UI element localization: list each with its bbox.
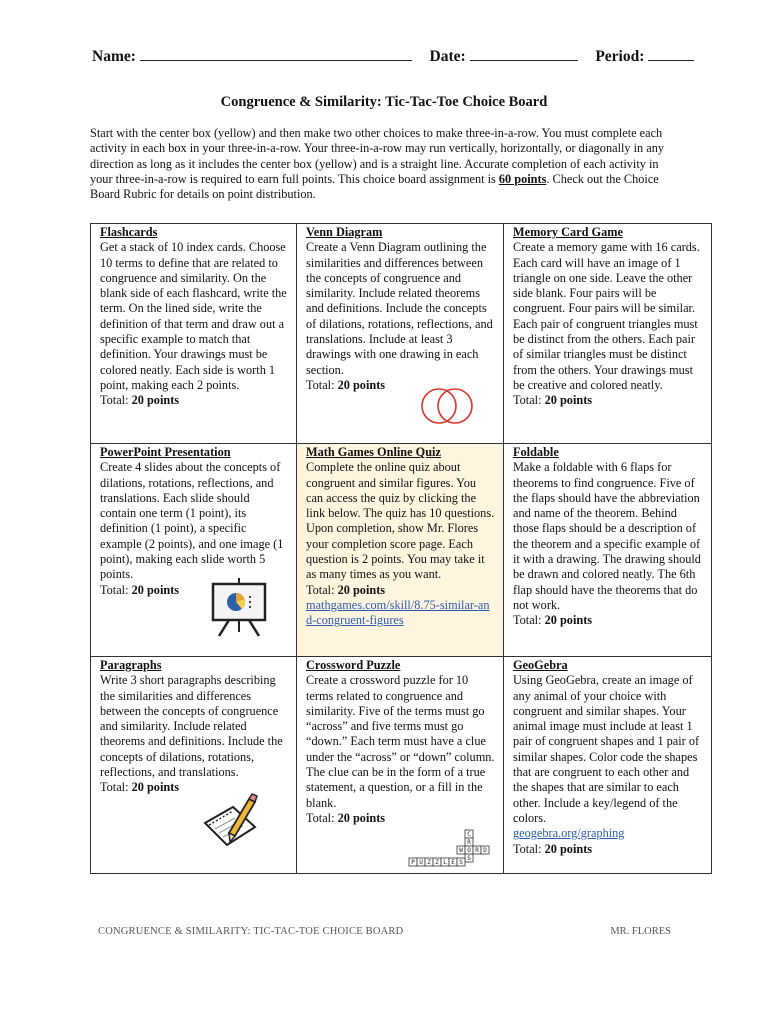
geogebra-link[interactable]: geogebra.org/graphing <box>513 826 625 841</box>
svg-text:R: R <box>475 847 479 854</box>
choice-board-grid <box>90 223 712 874</box>
footer-author: MR. FLORES <box>610 926 671 937</box>
svg-text:W: W <box>459 847 463 854</box>
cell-title-geogebra: GeoGebra <box>513 658 568 672</box>
cell-title-math-games-quiz: Math Games Online Quiz <box>306 445 441 459</box>
presentation-easel-icon <box>209 576 269 638</box>
svg-text:U: U <box>419 859 423 866</box>
quiz-link[interactable]: mathgames.com/skill/8.75-similar-and-congruent-figures <box>306 597 490 628</box>
instructions-paragraph <box>90 126 682 202</box>
cell-body-paragraphs: Write 3 short paragraphs describing the similarities and differences between the concepts of congruence and similarity. Include related theorems and definitions. Include the concepts of dilations, rotations, reflections, and translations. <box>100 673 283 780</box>
cell-geogebra <box>504 657 712 874</box>
svg-text:Z: Z <box>427 859 431 866</box>
cell-body-crossword-puzzle: Create a crossword puzzle for 10 terms related to congruence and similarity. Five of the terms must go “across” and five terms must go “down.” Each term must have a clue under the “across” or “down” column. The clue can be in the form of a true statement, a question, or a fill in the blank. <box>306 673 495 810</box>
cell-total-venn-diagram: Total: 20 points <box>306 377 386 392</box>
instructions-text-after: . Check out the Choice Board Rubric for details on point distribution. <box>90 171 659 202</box>
svg-text:L: L <box>443 859 447 866</box>
svg-text:C: C <box>467 831 471 838</box>
cell-body-math-games-quiz: Complete the online quiz about congruent and similar figures. You can access the quiz by clicking the link below. The quiz has 10 questions. Upon completion, show Mr. Flores your completion score page. Each question is 2 points. You may take it as many times as you want. <box>306 460 495 582</box>
footer-document-title: CONGRUENCE & SIMILARITY: TIC-TAC-TOE CHOICE BOARD <box>98 926 404 937</box>
cell-powerpoint <box>91 444 297 657</box>
cell-total-crossword-puzzle: Total: 20 points <box>306 810 386 825</box>
cell-body-venn-diagram: Create a Venn Diagram outlining the similarities and differences between the concepts of congruence and similarity. Include related theorems and definitions. Include the concepts of dilations, rotations, reflections, and translations. Include at least 3 drawings with one drawing in each section. <box>306 240 493 377</box>
page-title: Congruence & Similarity: Tic-Tac-Toe Choice Board <box>220 94 548 110</box>
cell-total-paragraphs: Total: 20 points <box>100 780 180 795</box>
total-points-highlight: 60 points <box>498 171 547 186</box>
cell-total-geogebra: Total: 20 points <box>513 841 593 856</box>
cell-body-geogebra: Using GeoGebra, create an image of any animal of your choice with congruent and similar shapes. Your animal image must include at least 1 pair of congruent shapes and 1 pair of similar shapes. Color code the shapes that are congruent to each other and the shapes that are similar to each other. Include a key/legend of the colors. <box>513 673 700 825</box>
cell-title-memory-card-game: Memory Card Game <box>513 225 623 239</box>
svg-text:E: E <box>451 859 455 866</box>
svg-text:Z: Z <box>435 859 439 866</box>
period-label: Period: <box>595 48 645 65</box>
cell-total-math-games-quiz: Total: 20 points <box>306 582 386 597</box>
cell-body-powerpoint: Create 4 slides about the concepts of dilations, rotations, reflections, and translations. Each slide should contain one term (1 point), its definition (1 point), a specific example (2 points), and one image (1 point), making each slide worth 5 points. <box>100 460 284 582</box>
cell-memory-card-game <box>504 224 712 444</box>
cell-body-memory-card-game: Create a memory game with 16 cards. Each card will have an image of 1 triangle on one side. Leave the other side blank. Four pairs will be congruent. Four pairs will be similar. Each pair of congruent triangles must be distinct from the others. Each pair of similar triangles must be distinct from the others. Your drawings must be creative and colored neatly. <box>513 240 700 392</box>
svg-text:P: P <box>411 859 415 866</box>
name-label: Name: <box>92 48 136 65</box>
date-field[interactable] <box>470 46 578 61</box>
svg-text:S: S <box>459 859 463 866</box>
name-field[interactable] <box>140 46 412 61</box>
cell-title-foldable: Foldable <box>513 445 559 459</box>
notepad-pencil-icon <box>199 793 261 849</box>
cell-math-games-quiz <box>297 444 504 657</box>
cell-flashcards <box>91 224 297 444</box>
cell-title-powerpoint: PowerPoint Presentation <box>100 445 231 459</box>
cell-title-crossword-puzzle: Crossword Puzzle <box>306 658 401 672</box>
cell-total-foldable: Total: 20 points <box>513 613 593 628</box>
cell-paragraphs <box>91 657 297 874</box>
venn-diagram-icon <box>417 384 477 428</box>
cell-body-flashcards: Get a stack of 10 index cards. Choose 10 terms to define that are related to congruence and similarity. On the blank side of each flashcard, write the term. On the lined side, write the definition of that term and draw out a specific example to match that definition. Your drawings must be colored neatly. Each side is worth 1 point, making each 2 points. <box>100 240 287 392</box>
cell-title-venn-diagram: Venn Diagram <box>306 225 383 239</box>
cell-title-paragraphs: Paragraphs <box>100 658 162 672</box>
cell-total-memory-card-game: Total: 20 points <box>513 393 593 408</box>
cell-body-foldable: Make a foldable with 6 flaps for theorems to find congruence. Five of the flaps should have the abbreviation and name of the theorem. Behind those flaps should be a description of the theorem and a specific example of it with a drawing. The drawing should be drawn and colored neatly. The 6th flap should have the theorems that do not work. <box>513 460 701 612</box>
svg-text:S: S <box>467 855 471 862</box>
student-info-header <box>92 46 682 68</box>
cell-title-flashcards: Flashcards <box>100 225 158 239</box>
cell-venn-diagram <box>297 224 504 444</box>
date-label: Date: <box>429 48 466 65</box>
svg-text:D: D <box>483 847 487 854</box>
period-field[interactable] <box>648 46 694 61</box>
svg-text:O: O <box>467 847 471 854</box>
cell-crossword-puzzle <box>297 657 504 874</box>
cell-foldable <box>504 444 712 657</box>
crossword-grid-icon <box>407 829 493 867</box>
cell-total-powerpoint: Total: 20 points <box>100 582 180 597</box>
svg-text:R: R <box>467 839 471 846</box>
instructions-text-before: Start with the center box (yellow) and then make two other choices to make three-in-a-row. You must complete each activity in each box in your three-in-a-row. Your three-in-a-row may run vertically, horizontally, or diagonally in any direction as long as it includes the center box (yellow) and is a straight line. Accurate completion of each activity in your three-in-a-row is required to earn full points. This choice board assignment is <box>90 126 665 186</box>
cell-total-flashcards: Total: 20 points <box>100 393 180 408</box>
